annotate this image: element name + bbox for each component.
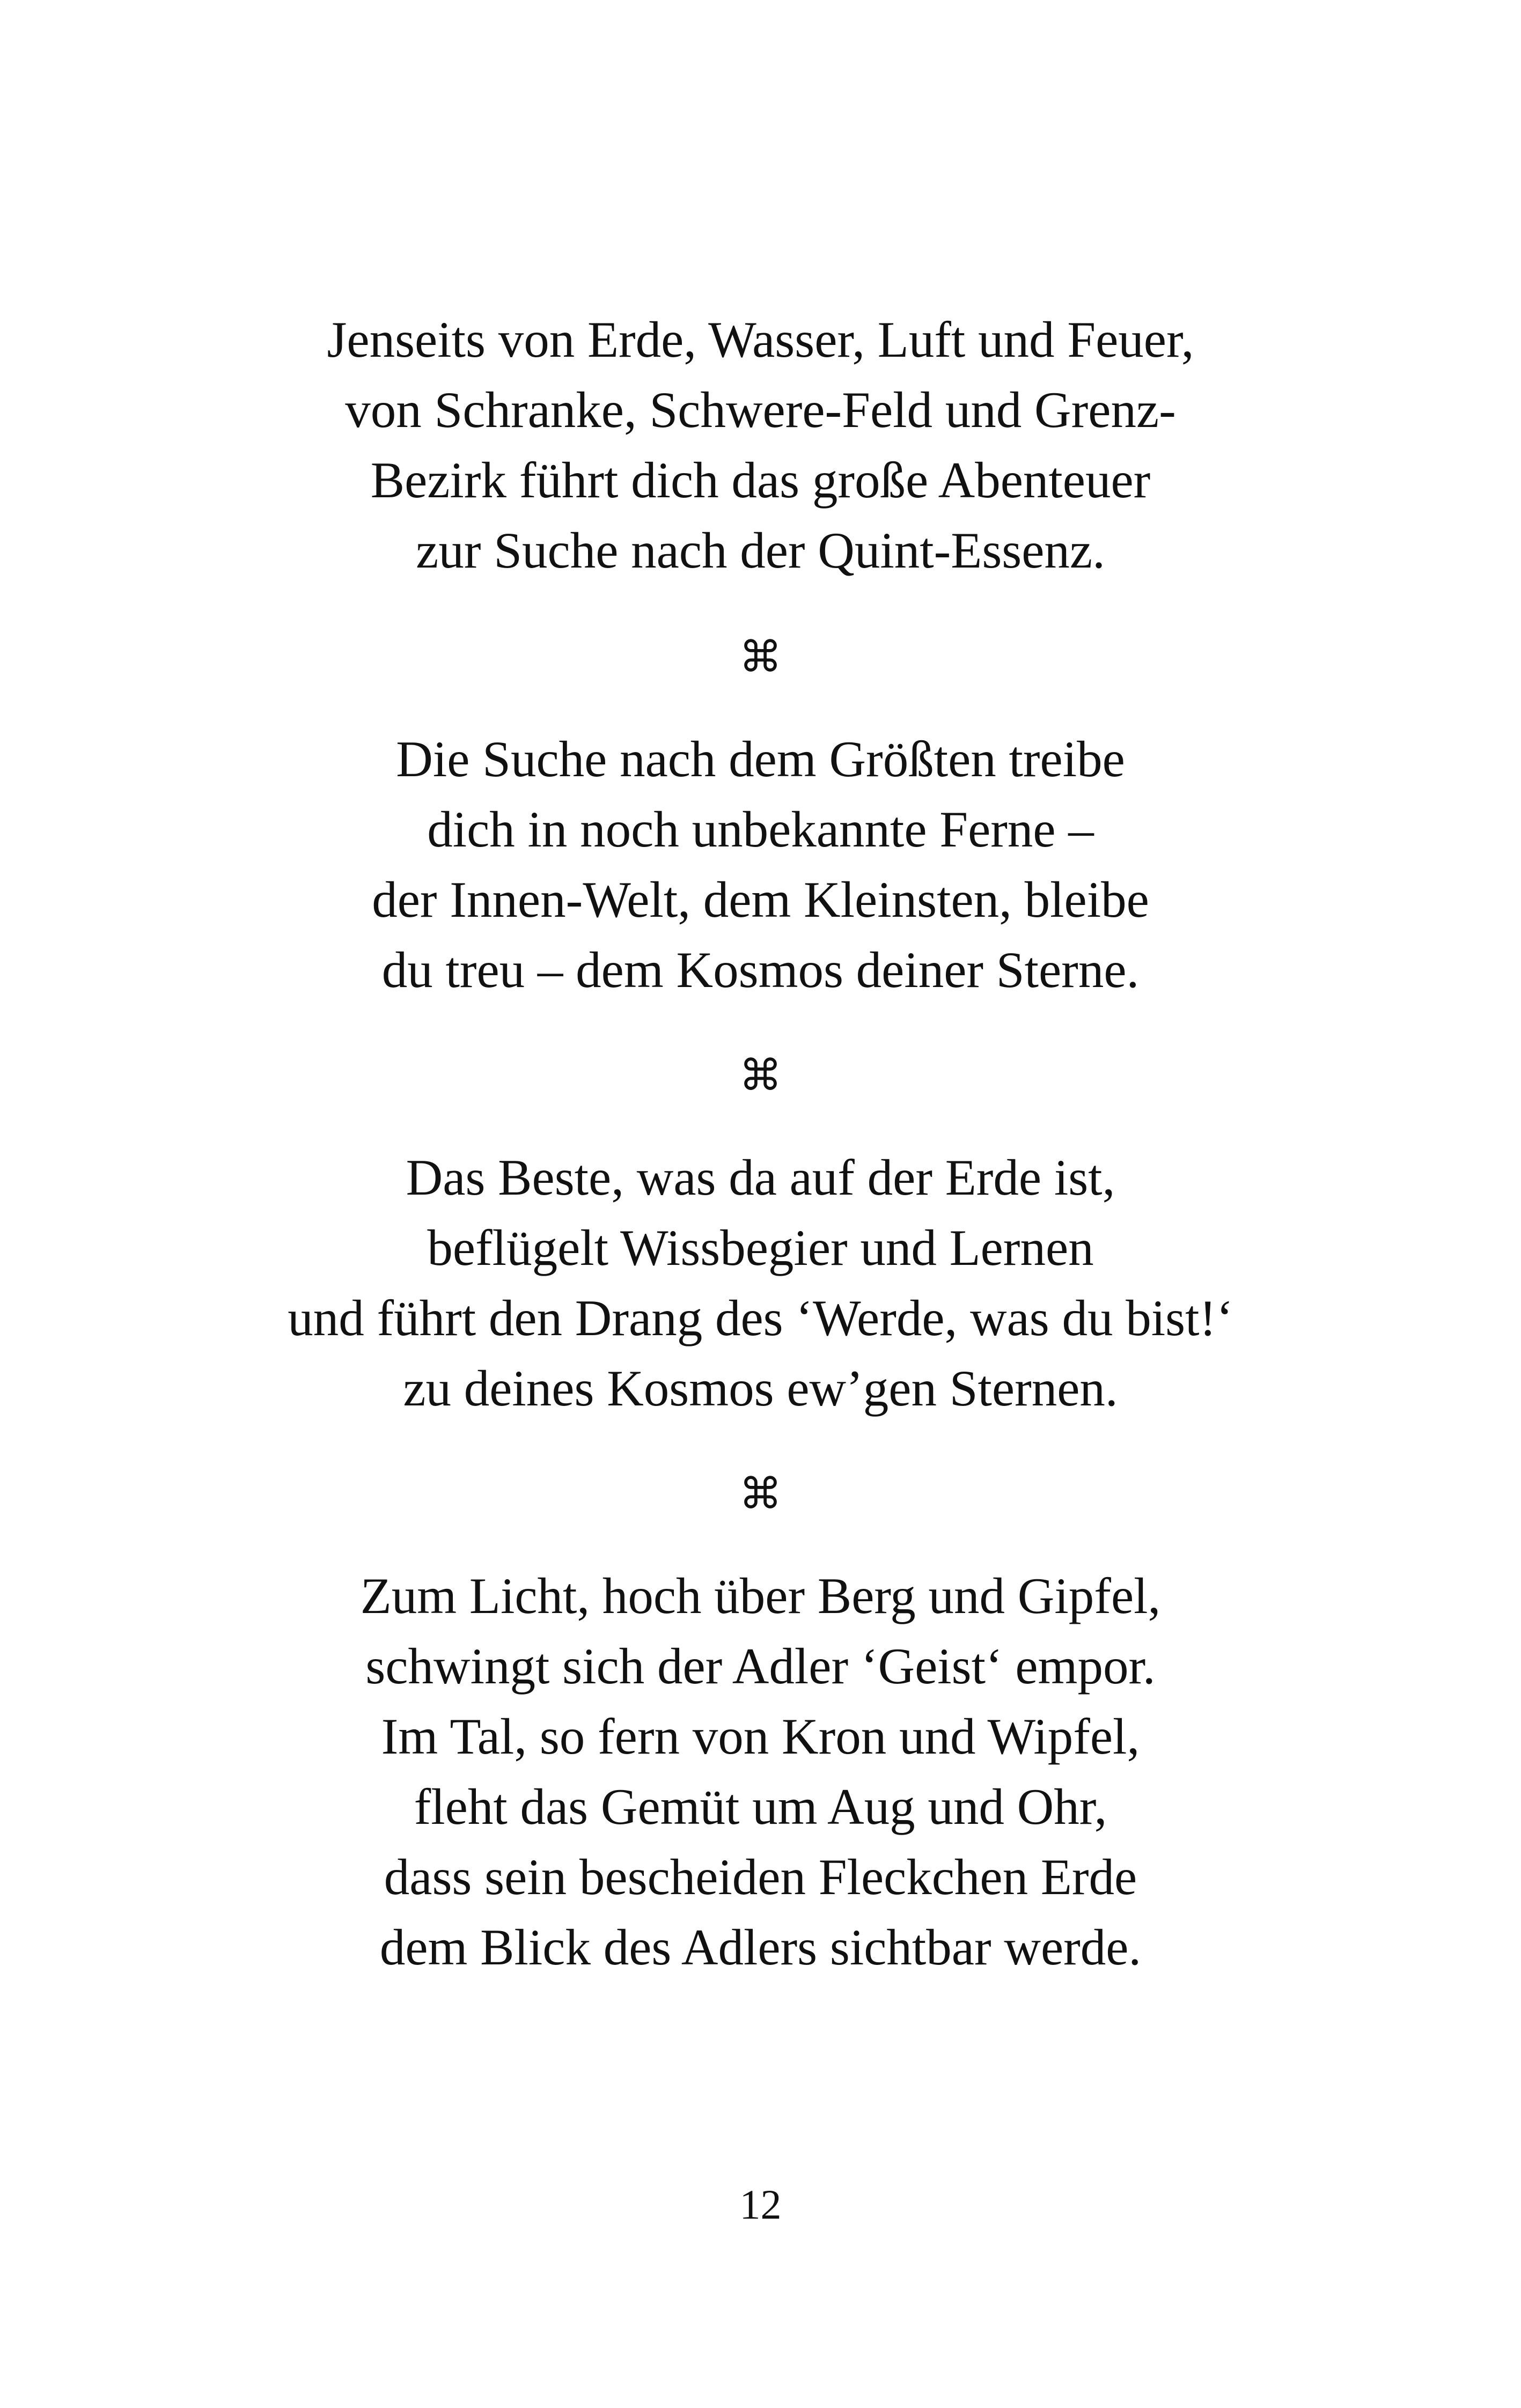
stanza-line: Jenseits von Erde, Wasser, Luft und Feuer, — [327, 311, 1194, 368]
page-number: 12 — [739, 2181, 782, 2228]
stanza-line: beflügelt Wissbegier und Lernen — [427, 1219, 1094, 1276]
stanza-line: zu deines Kosmos ew’gen Sternen. — [403, 1360, 1118, 1417]
stanza-line: dass sein bescheiden Fleckchen Erde — [384, 1849, 1137, 1905]
stanza-2 — [0, 724, 1521, 1005]
stanza-line: und führt den Drang des ‘Werde, was du bist!‘ — [288, 1290, 1233, 1346]
stanza-line: dich in noch unbekannte Ferne – — [427, 801, 1094, 858]
stanza-line: fleht das Gemüt um Aug und Ohr, — [414, 1778, 1107, 1835]
stanza-line: Die Suche nach dem Größten treibe — [396, 731, 1125, 787]
stanza-line: dem Blick des Adlers sichtbar werde. — [379, 1919, 1142, 1976]
stanza-1 — [0, 305, 1521, 586]
stanza-line: Das Beste, was da auf der Erde ist, — [406, 1149, 1115, 1206]
stanza-line: der Innen-Welt, dem Kleinsten, bleibe — [372, 871, 1149, 928]
stanza-3 — [0, 1143, 1521, 1424]
stanza-line: Zum Licht, hoch über Berg und Gipfel, — [360, 1567, 1161, 1624]
stanza-line: du treu – dem Kosmos deiner Sterne. — [381, 941, 1140, 998]
stanza-4 — [0, 1561, 1521, 1983]
stanza-line: von Schranke, Schwere-Feld und Grenz- — [345, 381, 1176, 438]
stanza-line: schwingt sich der Adler ‘Geist‘ empor. — [365, 1638, 1156, 1695]
separator-icon: ⌘ — [739, 1469, 782, 1519]
stanza-line: zur Suche nach der Quint-Essenz. — [416, 522, 1105, 579]
stanza-line: Im Tal, so fern von Kron und Wipfel, — [381, 1708, 1140, 1765]
separator-icon: ⌘ — [739, 632, 782, 682]
separator-icon: ⌘ — [739, 1050, 782, 1100]
stanza-line: Bezirk führt dich das große Abenteuer — [370, 452, 1151, 509]
